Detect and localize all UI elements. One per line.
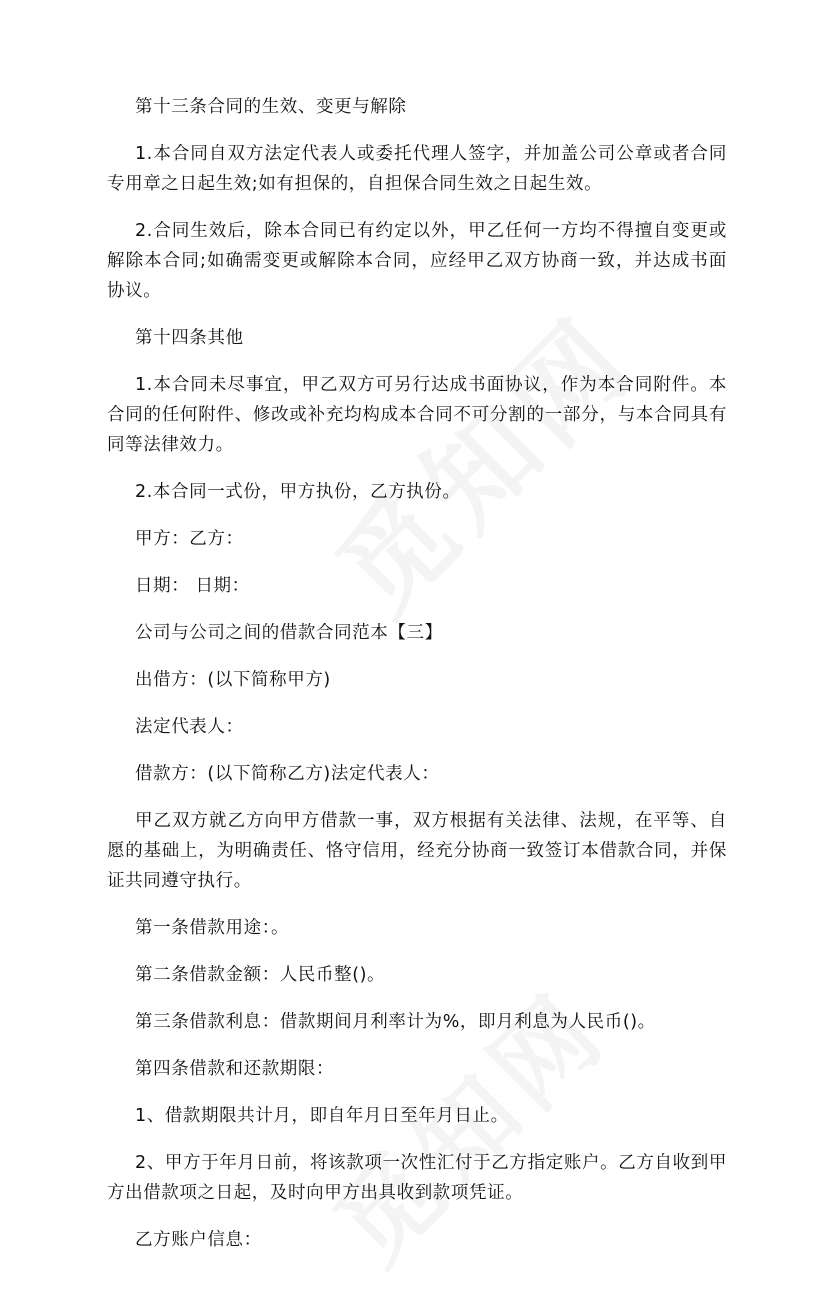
section-heading-13: 第十三条合同的生效、变更与解除 xyxy=(135,97,407,117)
document-body xyxy=(107,92,727,1272)
clause-13-2: 2.合同生效后，除本合同已有约定以外，甲乙任何一方均不得擅自变更或解除本合同;如确需变更或解除本合同，应经甲乙双方协商一致，并达成书面协议。 xyxy=(107,221,727,301)
clause-14-1: 1.本合同未尽事宜，甲乙双方可另行达成书面协议，作为本合同附件。本合同的任何附件、修改或补充均构成本合同不可分割的一部分，与本合同具有同等法律效力。 xyxy=(107,375,727,455)
article-4-item-1: 1、借款期限共计月，即自年月日至年月日止。 xyxy=(135,1106,509,1126)
preamble: 甲乙双方就乙方向甲方借款一事，双方根据有关法律、法规，在平等、自愿的基础上，为明确责任、恪守信用，经充分协商一致签订本借款合同，并保证共同遵守执行。 xyxy=(107,811,727,891)
section-heading-14: 第十四条其他 xyxy=(135,328,244,348)
article-4: 第四条借款和还款期限： xyxy=(135,1059,335,1079)
legal-representative-line: 法定代表人： xyxy=(135,717,244,737)
lender-line: 出借方：(以下简称甲方) xyxy=(135,670,331,690)
signature-parties: 甲方：乙方： xyxy=(135,529,244,549)
article-2: 第二条借款金额：人民币整()。 xyxy=(135,965,386,985)
signature-dates: 日期： 日期： xyxy=(135,576,250,596)
article-1: 第一条借款用途：。 xyxy=(135,918,290,938)
article-4-item-2: 2、甲方于年月日前，将该款项一次性汇付于乙方指定账户。乙方自收到甲方出借款项之日起，及时向甲方出具收到款项凭证。 xyxy=(107,1153,727,1203)
account-info-line: 乙方账户信息： xyxy=(135,1230,262,1250)
clause-14-2: 2.本合同一式份，甲方执份，乙方执份。 xyxy=(135,482,461,502)
borrower-line: 借款方：(以下简称乙方)法定代表人： xyxy=(135,764,440,784)
template-title: 公司与公司之间的借款合同范本【三】 xyxy=(135,623,443,643)
clause-13-1: 1.本合同自双方法定代表人或委托代理人签字，并加盖公司公章或者合同专用章之日起生效;如有担保的，自担保合同生效之日起生效。 xyxy=(107,144,727,194)
article-3: 第三条借款利息：借款期间月利率计为%，即月利息为人民币()。 xyxy=(135,1012,656,1032)
